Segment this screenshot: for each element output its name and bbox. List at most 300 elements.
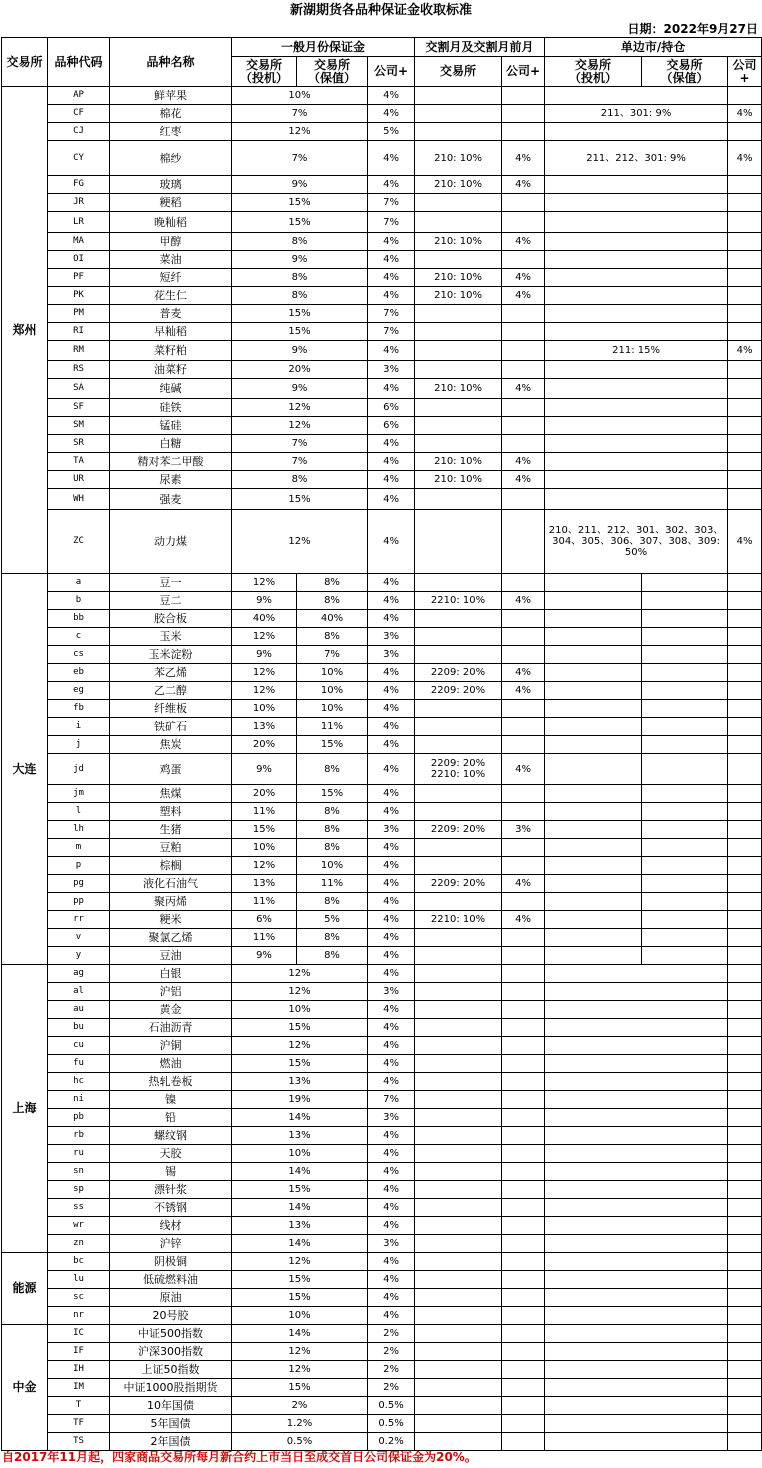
unilateral-company-cell	[728, 1037, 762, 1055]
name-cell: 焦煤	[110, 785, 232, 803]
code-cell: bu	[48, 1019, 110, 1037]
header-delivery-month: 交割月及交割月前月	[415, 38, 545, 57]
page-title: 新湖期货各品种保证金收取标准	[289, 3, 472, 18]
header-delivery-ex: 交易所	[415, 57, 502, 87]
delivery-company-cell: 4%	[502, 141, 545, 176]
code-cell: IH	[48, 1361, 110, 1379]
exchange-margin-cell: 13%	[232, 1073, 368, 1091]
delivery-margin-cell	[415, 628, 502, 646]
code-cell: ru	[48, 1145, 110, 1163]
speculation-margin-cell: 9%	[232, 947, 297, 965]
name-cell: 天胶	[110, 1145, 232, 1163]
delivery-company-cell	[502, 251, 545, 269]
name-cell: 上证50指数	[110, 1361, 232, 1379]
delivery-company-cell: 4%	[502, 471, 545, 489]
delivery-company-cell	[502, 1055, 545, 1073]
unilateral-company-cell	[728, 233, 762, 251]
company-margin-cell: 4%	[368, 664, 415, 682]
delivery-margin-cell	[415, 1199, 502, 1217]
code-cell: au	[48, 1001, 110, 1019]
company-margin-cell: 4%	[368, 1055, 415, 1073]
unilateral-company-cell	[728, 1379, 762, 1397]
exchange-margin-cell: 20%	[232, 361, 368, 379]
exchange-margin-cell: 14%	[232, 1235, 368, 1253]
unilateral-margin-cell	[545, 435, 728, 453]
code-cell: pb	[48, 1109, 110, 1127]
unilateral-company-cell	[728, 682, 762, 700]
delivery-margin-cell	[415, 718, 502, 736]
company-margin-cell: 4%	[368, 736, 415, 754]
hedge-margin-cell: 8%	[297, 821, 368, 839]
name-cell: 漂针浆	[110, 1181, 232, 1199]
unilateral-company-cell	[728, 1307, 762, 1325]
name-cell: 镍	[110, 1091, 232, 1109]
unilateral-company-cell	[728, 435, 762, 453]
hedge-margin-cell: 5%	[297, 911, 368, 929]
unilateral-company-cell	[728, 87, 762, 105]
unilateral-company-cell	[728, 269, 762, 287]
unilateral-margin-cell	[545, 1145, 728, 1163]
delivery-margin-cell: 2209: 20% 2210: 10%	[415, 754, 502, 785]
unilateral-company-cell	[728, 361, 762, 379]
name-cell: 豆一	[110, 574, 232, 592]
exchange-margin-cell: 15%	[232, 1289, 368, 1307]
unilateral-margin-cell: 211、212、301: 9%	[545, 141, 728, 176]
unilateral-company-cell	[728, 471, 762, 489]
company-margin-cell: 4%	[368, 929, 415, 947]
hedge-margin-cell: 11%	[297, 875, 368, 893]
unilateral-hedge-cell	[642, 628, 728, 646]
delivery-margin-cell	[415, 1253, 502, 1271]
delivery-company-cell	[502, 983, 545, 1001]
unilateral-hedge-cell	[642, 785, 728, 803]
company-margin-cell: 4%	[368, 839, 415, 857]
code-cell: ss	[48, 1199, 110, 1217]
delivery-margin-cell	[415, 1271, 502, 1289]
exchange-margin-cell: 12%	[232, 399, 368, 417]
delivery-company-cell	[502, 736, 545, 754]
exchange-margin-cell: 15%	[232, 194, 368, 212]
unilateral-speculation-cell	[545, 803, 642, 821]
unilateral-company-cell	[728, 1217, 762, 1235]
unilateral-margin-cell	[545, 1307, 728, 1325]
unilateral-hedge-cell	[642, 592, 728, 610]
name-cell: 白银	[110, 965, 232, 983]
name-cell: 胶合板	[110, 610, 232, 628]
unilateral-margin-cell	[545, 1109, 728, 1127]
delivery-margin-cell	[415, 1037, 502, 1055]
unilateral-company-cell	[728, 1343, 762, 1361]
unilateral-company-cell	[728, 646, 762, 664]
unilateral-speculation-cell	[545, 754, 642, 785]
table-row	[2, 379, 762, 399]
name-cell: 热轧卷板	[110, 1073, 232, 1091]
table-row	[2, 141, 762, 176]
code-cell: v	[48, 929, 110, 947]
delivery-company-cell	[502, 399, 545, 417]
header-code: 品种代码	[48, 38, 110, 87]
delivery-company-cell: 4%	[502, 875, 545, 893]
speculation-margin-cell: 15%	[232, 821, 297, 839]
header-ex-hedge: 交易所 （保值）	[297, 57, 368, 87]
delivery-company-cell	[502, 1199, 545, 1217]
unilateral-speculation-cell	[545, 736, 642, 754]
delivery-margin-cell	[415, 1127, 502, 1145]
hedge-margin-cell: 8%	[297, 803, 368, 821]
company-margin-cell: 4%	[368, 1001, 415, 1019]
company-margin-cell: 2%	[368, 1361, 415, 1379]
name-cell: 20号胶	[110, 1307, 232, 1325]
delivery-company-cell: 4%	[502, 682, 545, 700]
unilateral-hedge-cell	[642, 893, 728, 911]
unilateral-company-cell	[728, 1019, 762, 1037]
code-cell: rb	[48, 1127, 110, 1145]
delivery-margin-cell: 2210: 10%	[415, 592, 502, 610]
delivery-margin-cell	[415, 105, 502, 123]
unilateral-margin-cell	[545, 323, 728, 341]
code-cell: TA	[48, 453, 110, 471]
name-cell: 纤维板	[110, 700, 232, 718]
unilateral-company-cell	[728, 1163, 762, 1181]
delivery-company-cell	[502, 1361, 545, 1379]
table-row	[2, 269, 762, 287]
delivery-margin-cell	[415, 251, 502, 269]
table-row	[2, 1073, 762, 1091]
delivery-margin-cell	[415, 893, 502, 911]
code-cell: p	[48, 857, 110, 875]
speculation-margin-cell: 11%	[232, 893, 297, 911]
delivery-margin-cell	[415, 1073, 502, 1091]
delivery-company-cell	[502, 929, 545, 947]
table-row	[2, 341, 762, 361]
unilateral-company-cell	[728, 628, 762, 646]
unilateral-company-cell	[728, 1361, 762, 1379]
name-cell: 石油沥青	[110, 1019, 232, 1037]
delivery-margin-cell	[415, 1055, 502, 1073]
unilateral-margin-cell	[545, 1055, 728, 1073]
name-cell: 花生仁	[110, 287, 232, 305]
company-margin-cell: 4%	[368, 1217, 415, 1235]
unilateral-company-cell	[728, 1145, 762, 1163]
company-margin-cell: 4%	[368, 141, 415, 176]
delivery-company-cell: 4%	[502, 664, 545, 682]
code-cell: UR	[48, 471, 110, 489]
unilateral-margin-cell	[545, 1397, 728, 1415]
delivery-company-cell	[502, 341, 545, 361]
unilateral-margin-cell	[545, 453, 728, 471]
exchange-margin-cell: 12%	[232, 1343, 368, 1361]
company-margin-cell: 3%	[368, 821, 415, 839]
delivery-company-cell	[502, 893, 545, 911]
delivery-company-cell	[502, 803, 545, 821]
code-cell: pg	[48, 875, 110, 893]
company-margin-cell: 4%	[368, 341, 415, 361]
delivery-margin-cell: 2209: 20%	[415, 821, 502, 839]
unilateral-speculation-cell	[545, 592, 642, 610]
company-margin-cell: 4%	[368, 803, 415, 821]
unilateral-margin-cell	[545, 1217, 728, 1235]
company-margin-cell: 4%	[368, 682, 415, 700]
code-cell: IF	[48, 1343, 110, 1361]
speculation-margin-cell: 10%	[232, 839, 297, 857]
exchange-margin-cell: 10%	[232, 1001, 368, 1019]
delivery-margin-cell	[415, 1109, 502, 1127]
header-delivery-company: 公司+	[502, 57, 545, 87]
header-ex-speculation: 交易所 （投机）	[232, 57, 297, 87]
unilateral-margin-cell	[545, 379, 728, 399]
code-cell: SF	[48, 399, 110, 417]
table-row	[2, 785, 762, 803]
delivery-company-cell	[502, 1307, 545, 1325]
exchange-cell: 郑州	[2, 87, 48, 574]
speculation-margin-cell: 12%	[232, 574, 297, 592]
unilateral-margin-cell	[545, 212, 728, 233]
name-cell: 棉花	[110, 105, 232, 123]
name-cell: 动力煤	[110, 510, 232, 574]
header-unilateral-ex-hedge: 交易所 （保值）	[642, 57, 728, 87]
delivery-margin-cell	[415, 857, 502, 875]
delivery-company-cell	[502, 1073, 545, 1091]
code-cell: CF	[48, 105, 110, 123]
code-cell: ZC	[48, 510, 110, 574]
delivery-company-cell: 4%	[502, 592, 545, 610]
table-row	[2, 1433, 762, 1451]
unilateral-company-cell	[728, 1271, 762, 1289]
name-cell: 纯碱	[110, 379, 232, 399]
unilateral-company-cell	[728, 379, 762, 399]
company-margin-cell: 4%	[368, 1181, 415, 1199]
code-cell: WH	[48, 489, 110, 510]
name-cell: 中证1000股指期货	[110, 1379, 232, 1397]
delivery-margin-cell: 2209: 20%	[415, 664, 502, 682]
name-cell: 粳米	[110, 911, 232, 929]
name-cell: 乙二醇	[110, 682, 232, 700]
code-cell: JR	[48, 194, 110, 212]
unilateral-company-cell	[728, 1235, 762, 1253]
exchange-margin-cell: 14%	[232, 1199, 368, 1217]
speculation-margin-cell: 12%	[232, 682, 297, 700]
exchange-margin-cell: 15%	[232, 323, 368, 341]
delivery-company-cell	[502, 361, 545, 379]
unilateral-hedge-cell	[642, 736, 728, 754]
unilateral-margin-cell	[545, 1235, 728, 1253]
unilateral-company-cell	[728, 1253, 762, 1271]
unilateral-company-cell	[728, 212, 762, 233]
exchange-margin-cell: 2%	[232, 1397, 368, 1415]
code-cell: SR	[48, 435, 110, 453]
hedge-margin-cell: 8%	[297, 754, 368, 785]
unilateral-speculation-cell	[545, 574, 642, 592]
code-cell: bc	[48, 1253, 110, 1271]
table-row	[2, 510, 762, 574]
company-margin-cell: 4%	[368, 1289, 415, 1307]
name-cell: 豆粕	[110, 839, 232, 857]
name-cell: 中证500指数	[110, 1325, 232, 1343]
name-cell: 普麦	[110, 305, 232, 323]
exchange-margin-cell: 9%	[232, 379, 368, 399]
table-row	[2, 911, 762, 929]
table-row	[2, 1289, 762, 1307]
unilateral-margin-cell	[545, 471, 728, 489]
company-margin-cell: 4%	[368, 754, 415, 785]
delivery-margin-cell	[415, 305, 502, 323]
unilateral-company-cell: 4%	[728, 341, 762, 361]
delivery-company-cell: 4%	[502, 754, 545, 785]
delivery-margin-cell	[415, 700, 502, 718]
delivery-margin-cell	[415, 399, 502, 417]
delivery-margin-cell	[415, 574, 502, 592]
company-margin-cell: 4%	[368, 1199, 415, 1217]
unilateral-hedge-cell	[642, 929, 728, 947]
name-cell: 鸡蛋	[110, 754, 232, 785]
table-row	[2, 194, 762, 212]
exchange-margin-cell: 15%	[232, 212, 368, 233]
company-margin-cell: 4%	[368, 574, 415, 592]
exchange-cell: 上海	[2, 965, 48, 1253]
exchange-margin-cell: 15%	[232, 305, 368, 323]
delivery-margin-cell	[415, 839, 502, 857]
company-margin-cell: 5%	[368, 123, 415, 141]
code-cell: eg	[48, 682, 110, 700]
code-cell: PF	[48, 269, 110, 287]
name-cell: 豆油	[110, 947, 232, 965]
table-row	[2, 399, 762, 417]
delivery-company-cell	[502, 1145, 545, 1163]
unilateral-speculation-cell	[545, 929, 642, 947]
table-row	[2, 251, 762, 269]
table-row	[2, 875, 762, 893]
company-margin-cell: 4%	[368, 857, 415, 875]
company-margin-cell: 6%	[368, 417, 415, 435]
code-cell: OI	[48, 251, 110, 269]
table-row	[2, 471, 762, 489]
speculation-margin-cell: 20%	[232, 736, 297, 754]
delivery-company-cell	[502, 323, 545, 341]
table-row	[2, 287, 762, 305]
speculation-margin-cell: 6%	[232, 911, 297, 929]
code-cell: SM	[48, 417, 110, 435]
unilateral-margin-cell	[545, 965, 728, 983]
delivery-company-cell	[502, 965, 545, 983]
unilateral-company-cell: 4%	[728, 105, 762, 123]
delivery-company-cell	[502, 785, 545, 803]
unilateral-company-cell	[728, 574, 762, 592]
delivery-margin-cell	[415, 1379, 502, 1397]
delivery-company-cell	[502, 1289, 545, 1307]
company-margin-cell: 4%	[368, 435, 415, 453]
name-cell: 沪锌	[110, 1235, 232, 1253]
table-row	[2, 1181, 762, 1199]
delivery-margin-cell	[415, 1181, 502, 1199]
code-cell: j	[48, 736, 110, 754]
company-margin-cell: 0.5%	[368, 1397, 415, 1415]
unilateral-hedge-cell	[642, 911, 728, 929]
unilateral-margin-cell	[545, 1073, 728, 1091]
table-row	[2, 435, 762, 453]
exchange-margin-cell: 12%	[232, 965, 368, 983]
delivery-company-cell	[502, 1037, 545, 1055]
company-margin-cell: 4%	[368, 911, 415, 929]
table-row	[2, 305, 762, 323]
unilateral-company-cell	[728, 929, 762, 947]
unilateral-company-cell	[728, 785, 762, 803]
code-cell: PM	[48, 305, 110, 323]
delivery-company-cell	[502, 839, 545, 857]
name-cell: 低硫燃料油	[110, 1271, 232, 1289]
unilateral-speculation-cell	[545, 718, 642, 736]
delivery-margin-cell: 210: 10%	[415, 141, 502, 176]
company-margin-cell: 6%	[368, 399, 415, 417]
exchange-margin-cell: 12%	[232, 510, 368, 574]
header-unilateral-ex-speculation: 交易所 （投机）	[545, 57, 642, 87]
delivery-margin-cell	[415, 1163, 502, 1181]
unilateral-company-cell	[728, 1091, 762, 1109]
table-row	[2, 1397, 762, 1415]
unilateral-hedge-cell	[642, 700, 728, 718]
unilateral-company-cell: 4%	[728, 510, 762, 574]
delivery-margin-cell	[415, 1145, 502, 1163]
delivery-company-cell	[502, 1235, 545, 1253]
unilateral-speculation-cell	[545, 875, 642, 893]
unilateral-hedge-cell	[642, 803, 728, 821]
company-margin-cell: 7%	[368, 323, 415, 341]
name-cell: 菜油	[110, 251, 232, 269]
delivery-margin-cell	[415, 417, 502, 435]
name-cell: 甲醇	[110, 233, 232, 251]
exchange-margin-cell: 8%	[232, 233, 368, 251]
exchange-margin-cell: 7%	[232, 105, 368, 123]
unilateral-margin-cell: 211: 15%	[545, 341, 728, 361]
delivery-margin-cell	[415, 510, 502, 574]
exchange-margin-cell: 15%	[232, 489, 368, 510]
delivery-company-cell	[502, 1325, 545, 1343]
delivery-company-cell	[502, 510, 545, 574]
table-row	[2, 718, 762, 736]
unilateral-hedge-cell	[642, 947, 728, 965]
company-margin-cell: 4%	[368, 489, 415, 510]
delivery-company-cell: 4%	[502, 379, 545, 399]
unilateral-company-cell	[728, 875, 762, 893]
exchange-margin-cell: 12%	[232, 1253, 368, 1271]
delivery-margin-cell	[415, 1397, 502, 1415]
company-margin-cell: 4%	[368, 1073, 415, 1091]
code-cell: lu	[48, 1271, 110, 1289]
company-margin-cell: 4%	[368, 287, 415, 305]
company-margin-cell: 4%	[368, 875, 415, 893]
table-row	[2, 682, 762, 700]
unilateral-margin-cell	[545, 269, 728, 287]
unilateral-speculation-cell	[545, 947, 642, 965]
unilateral-margin-cell	[545, 233, 728, 251]
name-cell: 聚氯乙烯	[110, 929, 232, 947]
company-margin-cell: 0.5%	[368, 1415, 415, 1433]
unilateral-hedge-cell	[642, 754, 728, 785]
unilateral-speculation-cell	[545, 682, 642, 700]
hedge-margin-cell: 7%	[297, 646, 368, 664]
unilateral-margin-cell	[545, 1253, 728, 1271]
company-margin-cell: 4%	[368, 718, 415, 736]
name-cell: 硅铁	[110, 399, 232, 417]
code-cell: IM	[48, 1379, 110, 1397]
unilateral-company-cell	[728, 947, 762, 965]
delivery-margin-cell: 210: 10%	[415, 176, 502, 194]
delivery-company-cell	[502, 1379, 545, 1397]
unilateral-speculation-cell	[545, 646, 642, 664]
delivery-company-cell: 4%	[502, 233, 545, 251]
name-cell: 玉米	[110, 628, 232, 646]
table-row	[2, 1415, 762, 1433]
code-cell: pp	[48, 893, 110, 911]
